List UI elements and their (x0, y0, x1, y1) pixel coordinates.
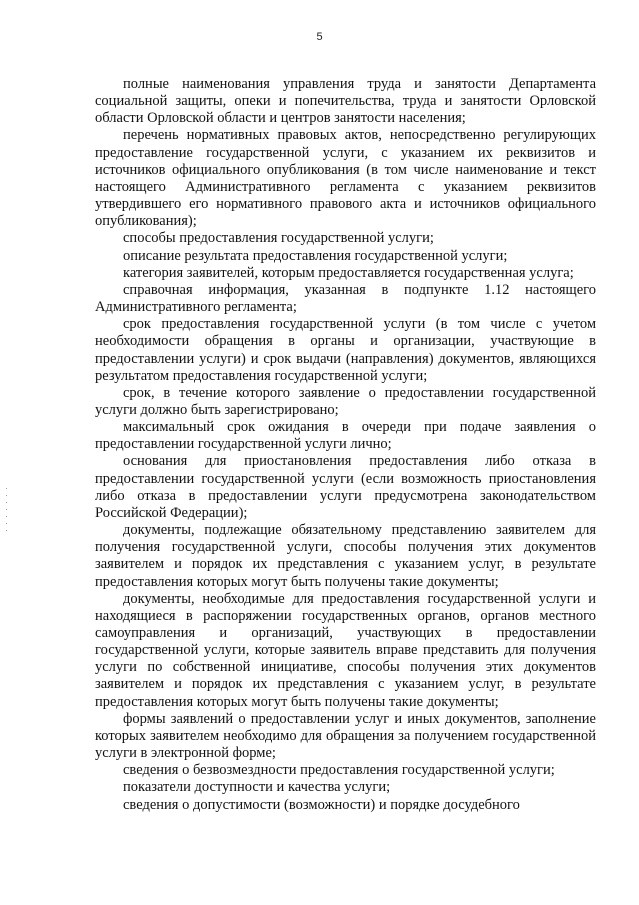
paragraph: описание результата предоставления государственной услуги; (123, 247, 508, 264)
paragraph: категория заявителей, которым предоставляется государственная услуга; (123, 264, 574, 281)
paragraph: способы предоставления государственной услуги; (123, 230, 434, 247)
page-number: 5 (316, 31, 323, 43)
paragraph: срок предоставления государственной услуги (в том числе с учетом необходимости обращения в органы и организации, участвующие в предоставлении услуги) и срок выдачи (направления) документов, являющихся результатом предоставления государственной услуги; (95, 316, 596, 384)
paragraph: перечень нормативных правовых актов, непосредственно регулирующих предоставление государственной услуги, с указанием их реквизитов и источников официального опубликования (в том числе наименование и текст настоящего Административного регламента с указанием реквизитов утвердившего его нормативного правового акта и источников официального опубликования); (95, 127, 596, 230)
paragraph: формы заявлений о предоставлении услуг и иных документов, заполнение которых заявителем необходимо для обращения за получением государственной услуги в электронной форме; (95, 710, 596, 762)
paragraph: сведения о допустимости (возможности) и порядке досудебного (123, 796, 520, 813)
paragraph: полные наименования управления труда и занятости Департамента социальной защиты, опеки и попечительства, труда и занятости Орловской области Орловской области и центров занятости населения; (95, 76, 596, 127)
paragraph: документы, подлежащие обязательному представлению заявителем для получения государственной услуги, способы получения этих документов заявителем и порядок их представления с указанием услуг, в результате предоставления которых могут быть получены такие документы; (95, 522, 596, 590)
paragraph: основания для приостановления предоставления либо отказа в предоставлении государственной услуги (если возможность приостановления либо отказа в предоставлении услуги предусмотрена законодательством Российской Федерации); (95, 453, 596, 521)
document-body (95, 76, 596, 814)
paragraph: показатели доступности и качества услуги; (123, 779, 391, 796)
paragraph: сведения о безвозмездности предоставления государственной услуги; (123, 762, 555, 779)
paragraph: документы, необходимые для предоставления государственной услуги и находящиеся в распоряжении государственных органов, органов местного самоуправления и организаций, участвующих в предоставлении государственной услуги, которые заявитель вправе представить для получения услуги по собственной инициативе, способы получения этих документов заявителем и порядок их представления с указанием услуг, в результате предоставления которых могут быть получены такие документы; (95, 590, 596, 710)
scan-margin-marks (6, 488, 8, 537)
paragraph: срок, в течение которого заявление о предоставлении государственной услуги должно быть зарегистрировано; (95, 384, 596, 418)
paragraph: справочная информация, указанная в подпункте 1.12 настоящего Административного регламента; (95, 281, 596, 316)
paragraph: максимальный срок ожидания в очереди при подаче заявления о предоставлении государственной услуги лично; (95, 419, 596, 453)
